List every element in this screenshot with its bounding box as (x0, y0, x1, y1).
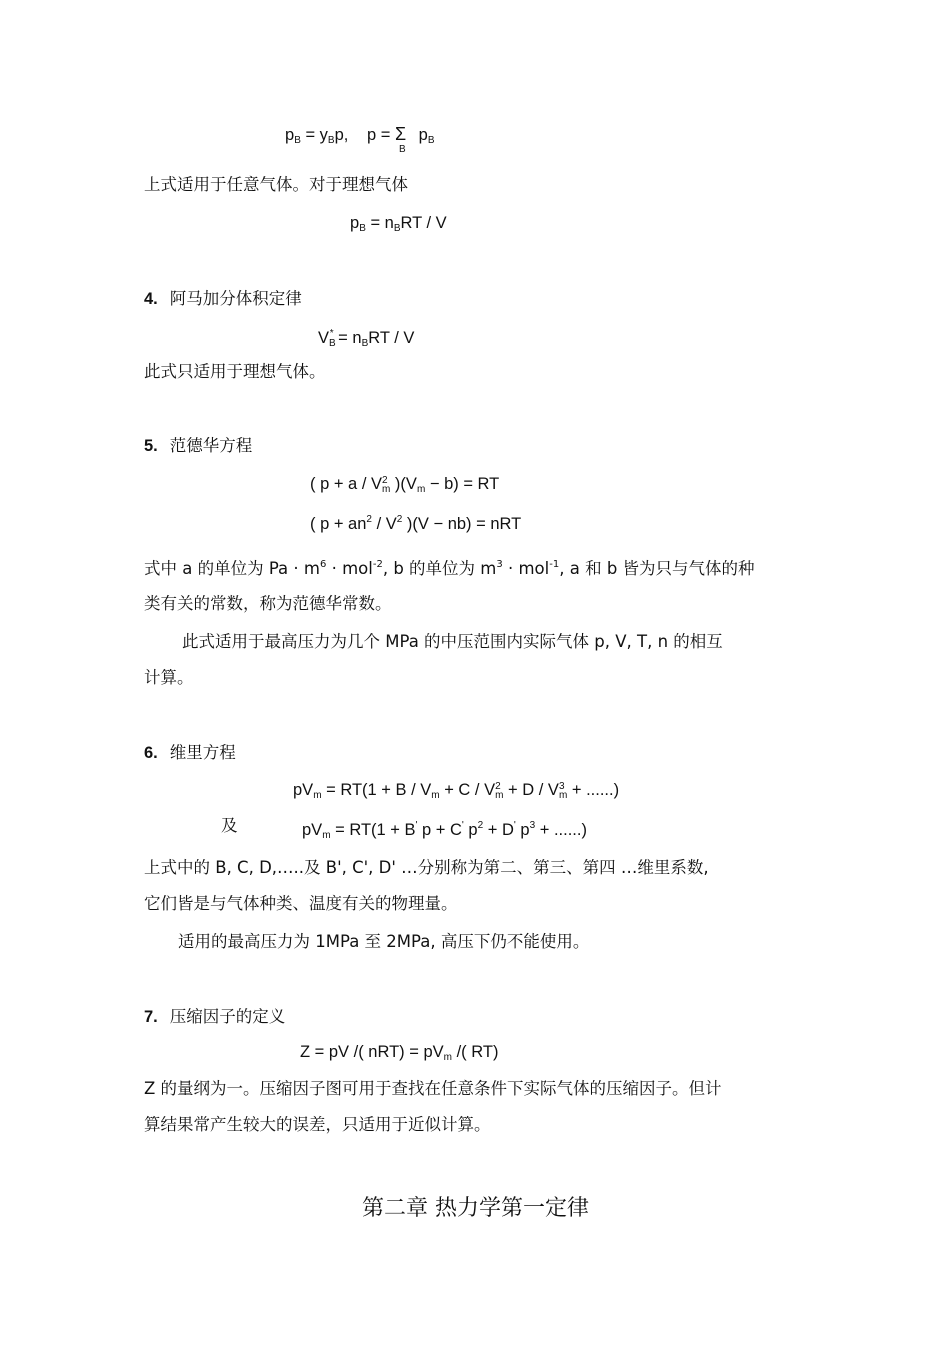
virial-equation-1: $pV_m = RT(1 + B / V_m + C / V$ 2 m + D / V 3 m + ......) (293, 780, 620, 801)
virial-note-1: 上式中的 B, C, D,…..及 B', C', D' …分别称为第二、第三、第四 …维里系数, (144, 858, 709, 877)
section-7-heading: 7. 压缩因子的定义 (144, 1007, 286, 1026)
chapter-title: 第二章 热力学第一定律 (362, 1196, 589, 1221)
virial-note-3: 适用的最高压力为 1MPa 至 2MPa, 高压下仍不能使用。 (178, 932, 590, 951)
amagat-note: 此式只适用于理想气体。 (144, 362, 326, 381)
dalton-note: 上式适用于任意气体。对于理想气体 (144, 175, 408, 194)
and-label: 及 (221, 816, 238, 835)
virial-equation-2: $pV_m = RT(1 + B'$ p + C' $p^2 + D'$ $p^3$ + ......) (302, 820, 587, 841)
compressibility-equation: Z = pV /( $nRT) = pV_m$ /( RT) (300, 1043, 499, 1063)
section-4-heading: 4. 阿马加分体积定律 (144, 289, 302, 308)
amagat-equation: $V_B^* = n_BRT / V$ (318, 328, 415, 349)
vdw-units: 式中 a 的单位为 $Pa \cdot m^6 \cdot mol^{-2}$, b 的单位为 $m^3 \cdot mol^{-1}$, a 和 b 皆为只与气体的种 (144, 559, 755, 578)
ideal-partial-pressure-equation: $p_B = n_BRT / V$ (350, 214, 447, 234)
vdw-equation-2: ( $p + an^2 / V^2$ )(V − nb) = nRT (310, 514, 522, 533)
virial-note-2: 它们皆是与气体种类、温度有关的物理量。 (144, 894, 458, 913)
z-note-2: 算结果常产生较大的误差，只适用于近似计算。 (144, 1115, 491, 1134)
section-5-heading: 5. 范德华方程 (144, 436, 253, 455)
vdw-application-line-1: 此式适用于最高压力为几个 MPa 的中压范围内实际气体 p, V, T, n 的相互 (182, 632, 723, 651)
vdw-units-line-2: 类有关的常数，称为范德华常数。 (144, 594, 392, 613)
section-6-heading: 6. 维里方程 (144, 743, 236, 762)
vdw-application-line-2: 计算。 (144, 668, 194, 687)
dalton-equation: $p_B = y_Bp$, p = Σ B $p_B$ (285, 124, 435, 155)
vdw-equation-1: ( p + a / V 2 m )$(V_m - b)$ = RT (310, 474, 500, 495)
z-note-1: Z 的量纲为一。压缩因子图可用于查找在任意条件下实际气体的压缩因子。但计 (144, 1079, 722, 1098)
sigma-symbol: Σ B (394, 124, 407, 155)
